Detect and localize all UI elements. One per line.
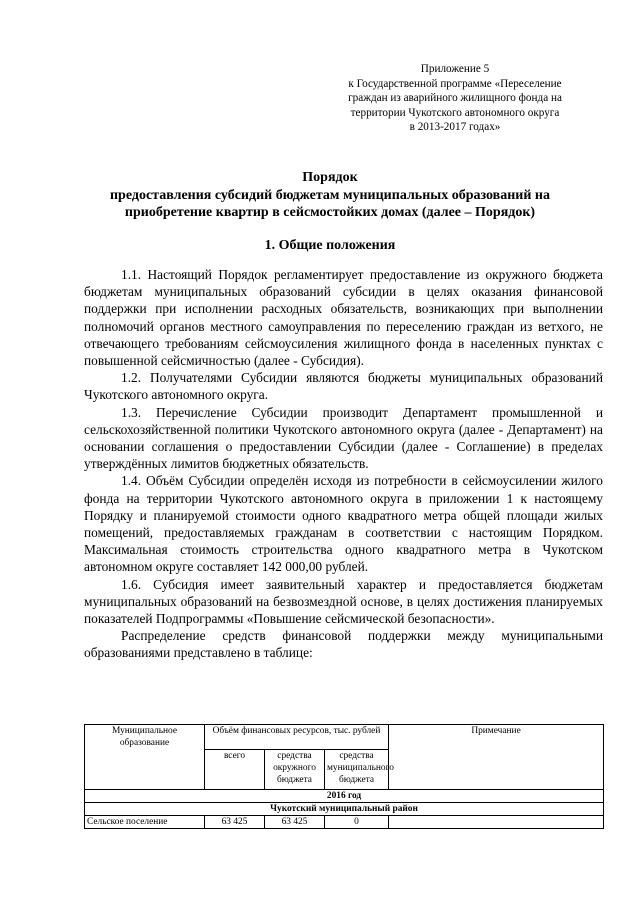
header-municipal-budget: средства муниципального бюджета (325, 750, 389, 790)
paragraph-1-3: 1.3. Перечисление Субсидии производит Департамент промышленной и сельскохозяйственной политики Чукотского автономного округа (далее - Департамент) на основании соглашения о предоставлении Субсидии (далее - Соглашение) в пределах утверждённых лимитов бюджетных обязательств. (84, 404, 603, 472)
row-total: 63 425 (205, 816, 265, 829)
document-title (80, 169, 580, 222)
appendix-header (340, 62, 570, 135)
paragraph-1-6: 1.6. Субсидия имеет заявительный характер и предоставляется бюджетам муниципальных образований на безвозмездной основе, в целях достижения планируемых показателей Подпрограммы «Повышение сейсмической безопасности». (84, 576, 603, 627)
header-district-budget: средства окружного бюджета (265, 750, 325, 790)
header-volume: Объём финансовых ресурсов, тыс. рублей (205, 725, 389, 750)
year-cell: 2016 год (85, 790, 604, 803)
table-row (85, 816, 604, 829)
table-district-row (85, 803, 604, 816)
section-heading: 1. Общие положения (264, 238, 396, 253)
header-total: всего (205, 750, 265, 790)
district-cell: Чукотский муниципальный район (85, 803, 604, 816)
distribution-table (84, 724, 604, 829)
appendix-line: к Государственной программе «Переселение (348, 77, 562, 90)
body-text (84, 266, 603, 662)
table-header-row (85, 725, 604, 750)
row-note (389, 816, 604, 829)
paragraph-distribution: Распределение средств финансовой поддержки между муниципальными образованиями представлено в таблице: (84, 628, 603, 661)
header-note: Примечание (389, 725, 604, 790)
title-line: Порядок (302, 170, 358, 185)
table-year-row (85, 790, 604, 803)
header-municipality: Муниципальное образование (85, 725, 205, 790)
row-municipal: 0 (325, 816, 389, 829)
appendix-line: граждан из аварийного жилищного фонда на (348, 92, 562, 105)
paragraph-1-4: 1.4. Объём Субсидии определён исходя из потребности в сейсмоусилении жилого фонда на территории Чукотского автономного округа в приложении 1 к настоящему Порядку и планируемой стоимости одного квадратного метра общей площади жилых помещений, предоставляемых гражданам в соответствии с настоящим Порядком. Максимальная стоимость строительства одного квадратного метра в Чукотском автономном округе составляет 142 000,00 рублей. (84, 473, 603, 575)
row-name: Сельское поселение (85, 816, 205, 829)
appendix-line: в 2013-2017 годах» (409, 121, 501, 134)
title-line: приобретение квартир в сейсмостойких домах (далее – Порядок) (124, 205, 536, 220)
paragraph-1-2: 1.2. Получателями Субсидии являются бюджеты муниципальных образований Чукотского автономного округа. (84, 370, 603, 403)
appendix-line: территории Чукотского автономного округа (350, 106, 560, 119)
title-line: предоставления субсидий бюджетам муниципальных образований на (109, 187, 550, 203)
paragraph-1-1: 1.1. Настоящий Порядок регламентирует предоставление из окружного бюджета бюджетам муниципальных образований субсидии в целях оказания финансовой поддержки при исполнении расходных обязательств, возникающих при выполнении полномочий органов местного самоуправления по переселению граждан из ветхого, не отвечающего требованиям сейсмоусиления жилищного фонда в населенных пунктах с повышенной сейсмичностью (далее - Субсидия). (84, 267, 603, 369)
appendix-line: Приложение 5 (420, 63, 490, 75)
row-district: 63 425 (265, 816, 325, 829)
